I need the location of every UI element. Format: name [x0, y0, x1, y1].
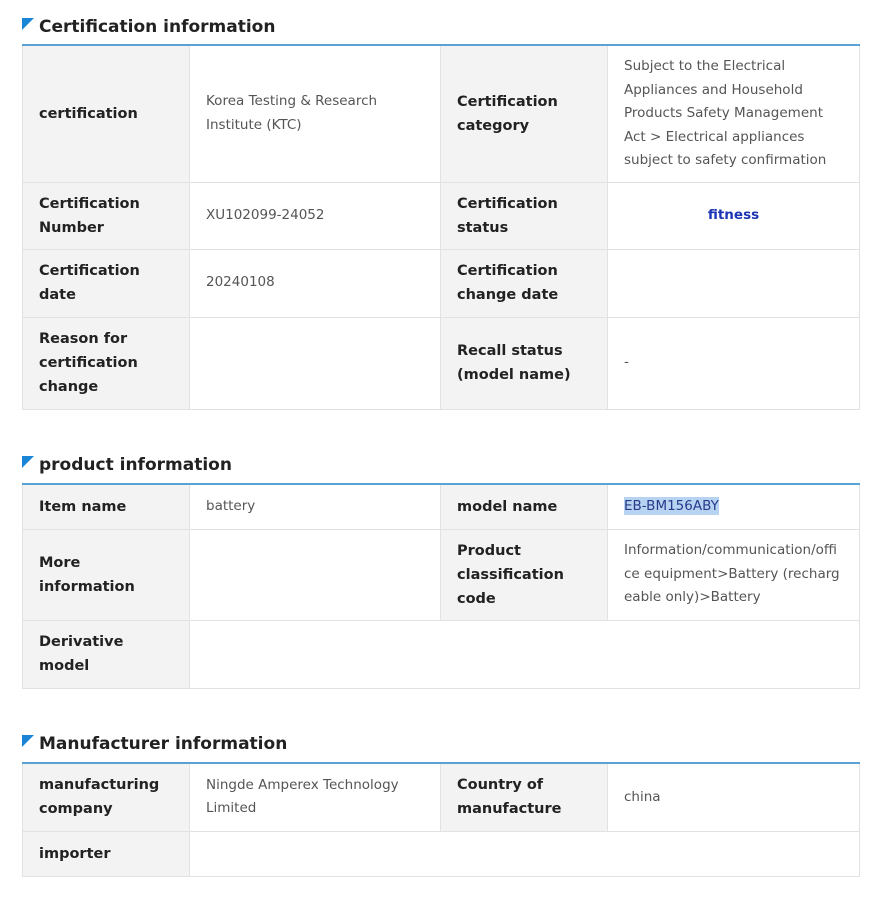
- field-label: Item name: [23, 484, 190, 529]
- selected-text[interactable]: EB-BM156ABY: [624, 498, 719, 514]
- section-title: Manufacturer information: [39, 734, 288, 754]
- field-value: [190, 831, 860, 876]
- product-section-header: [22, 452, 859, 478]
- field-value: Subject to the Electrical Appliances and Household Products Safety Management Act > Electrical appliances subject to safety confirmation: [608, 45, 860, 182]
- status-badge: fitness: [707, 206, 760, 223]
- corner-triangle-icon: [22, 735, 34, 747]
- certification-section-header: [22, 14, 859, 40]
- field-value: Information/communication/office equipment>Battery (rechargeable only)>Battery: [608, 529, 860, 620]
- field-label: Product classification code: [441, 529, 608, 620]
- field-label: certification: [23, 45, 190, 182]
- field-label: manufacturing company: [23, 763, 190, 831]
- status-value: [608, 182, 860, 249]
- field-value: [190, 529, 441, 620]
- manufacturer-table: [22, 762, 860, 877]
- manufacturer-section-header: [22, 731, 859, 757]
- field-label: Recall status (model name): [441, 317, 608, 409]
- field-value: -: [608, 317, 860, 409]
- field-value: china: [608, 763, 860, 831]
- manufacturer-section: [22, 731, 859, 877]
- corner-triangle-icon: [22, 18, 34, 30]
- field-value: [190, 317, 441, 409]
- field-label: Certification Number: [23, 182, 190, 249]
- table-row: [23, 529, 860, 620]
- field-label: Certification status: [441, 182, 608, 249]
- field-label: Reason for certification change: [23, 317, 190, 409]
- field-value: 20240108: [190, 249, 441, 317]
- table-row: [23, 620, 860, 688]
- model-name-value[interactable]: [608, 484, 860, 529]
- field-value: battery: [190, 484, 441, 529]
- field-label: Certification category: [441, 45, 608, 182]
- field-label: Certification change date: [441, 249, 608, 317]
- field-value: Korea Testing & Research Institute (KTC): [190, 45, 441, 182]
- table-row: [23, 763, 860, 831]
- field-label: More information: [23, 529, 190, 620]
- table-row: [23, 831, 860, 876]
- field-value: [190, 620, 860, 688]
- table-row: [23, 317, 860, 409]
- table-row: [23, 484, 860, 529]
- field-value: Ningde Amperex Technology Limited: [190, 763, 441, 831]
- product-section: [22, 452, 859, 689]
- table-row: [23, 182, 860, 249]
- field-label: model name: [441, 484, 608, 529]
- corner-triangle-icon: [22, 456, 34, 468]
- field-label: Derivative model: [23, 620, 190, 688]
- field-label: importer: [23, 831, 190, 876]
- field-value: [608, 249, 860, 317]
- certification-table: [22, 44, 860, 410]
- field-value: XU102099-24052: [190, 182, 441, 249]
- section-title: product information: [39, 455, 232, 475]
- product-table: [22, 483, 860, 689]
- table-row: [23, 249, 860, 317]
- table-row: [23, 45, 860, 182]
- certification-section: [22, 14, 859, 410]
- field-label: Country of manufacture: [441, 763, 608, 831]
- field-label: Certification date: [23, 249, 190, 317]
- section-title: Certification information: [39, 17, 276, 37]
